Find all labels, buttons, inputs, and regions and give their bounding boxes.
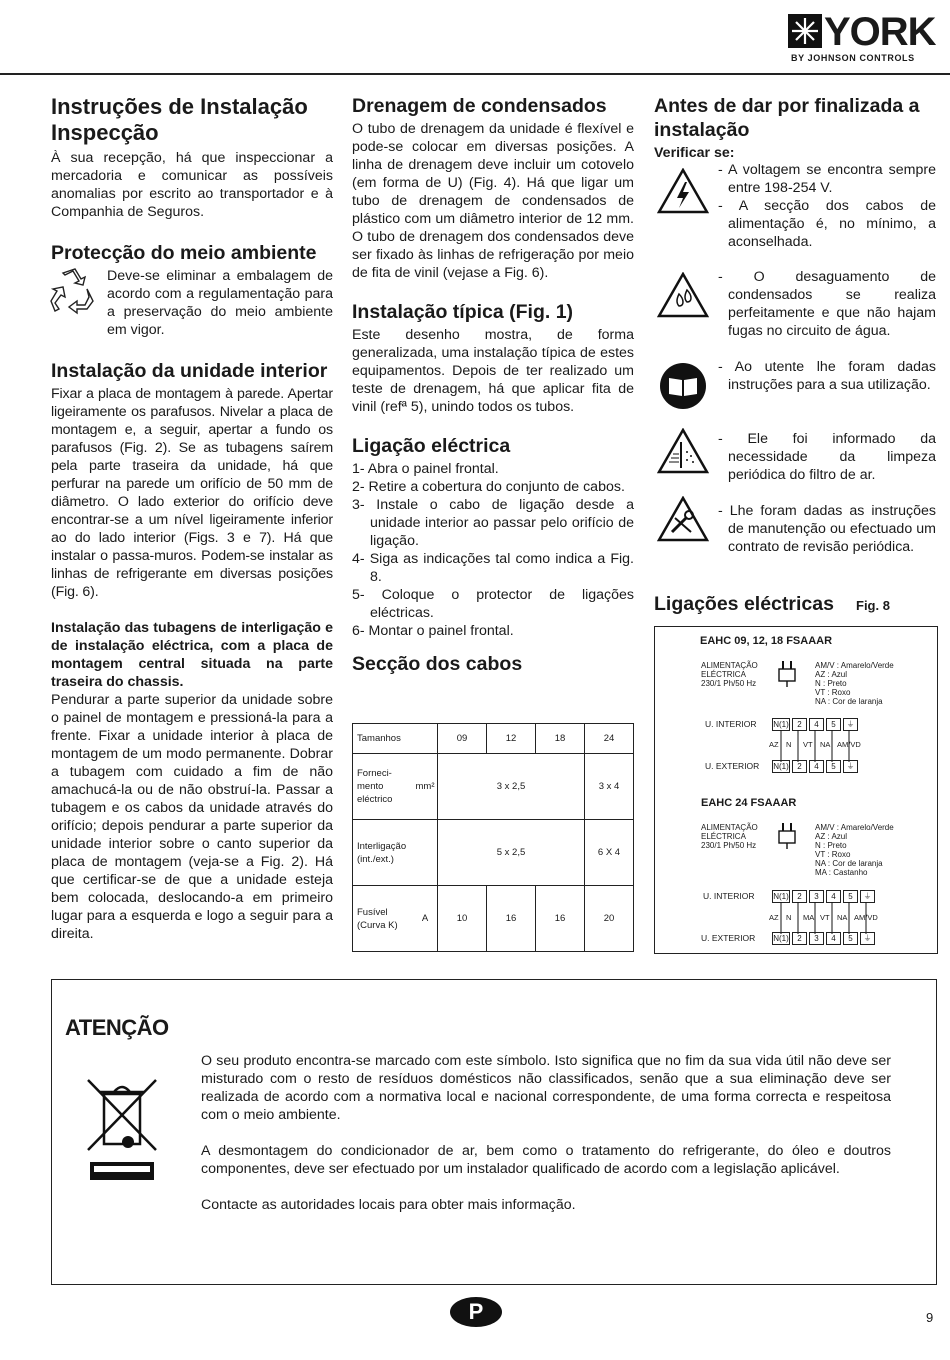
filter-warning-icon [657,428,709,474]
wiring-legend-2: AM/V : Amarelo/Verde AZ : Azul N : Preto VT : Roxo NA : Cor de laranja MA : Castanho [815,823,894,877]
typical-text: Este desenho mostra, de forma generalizada, uma instalação típica de estes equipamentos. Depois de ter realizado um teste de drenagem, há que aplicar fita de vinil (refª 5), unindo todos os tubos. [352,327,634,415]
wiring-heading: Ligações eléctricas [654,593,834,615]
table-cell: 16 [536,886,585,952]
wire-label: MA [803,913,815,922]
table-header-cell: 18 [536,724,585,754]
terminal-box: ⏚ [843,718,858,731]
list-item: 4- Siga as indicações tal como indica a Fig. 8. [352,551,634,585]
list-item: - Ao utente lhe foram dadas instruções para a sua utilização. [718,359,936,393]
wiring-diagram [654,626,938,954]
wire-label: N [786,913,792,922]
attention-heading: ATENÇÃO [65,1015,169,1040]
drain-text: O tubo de drenagem da unidade é flexível e pode-se colocar em diversas posições. A linha de drenagem deve incluir um cotovelo (em forma de U) (Fig. 4). Há que ligar um tubo de drenagem de condensados de plástico com um diâmetro interior de 12 mm. O tubo de drenagem dos condensados deve ser fixado às linhas de refrigeração por meio de fita de vinil (vejase a Fig. 6). [352,121,634,281]
wiring-outdoor-1: U. EXTERIOR [705,761,760,771]
typical-heading: Instalação típica (Fig. 1) [352,301,574,323]
table-header-sizes: Tamanhos [353,724,438,754]
inspection-heading: Inspecção [51,120,159,145]
wiring-supply-1: ALIMENTAÇÃO ELÉCTRICA 230/1 Ph/50 Hz [701,661,758,688]
wire-label: NA [820,740,831,749]
electrical-heading: Ligação eléctrica [352,435,511,457]
terminal-row [772,932,877,945]
wire-label: AM/VD [837,740,861,749]
list-item: 3- Instale o cabo de ligação desde a unidade interior ao passar pelo orifício de ligação. [352,497,634,549]
list-item: 5- Coloque o protector de ligações eléctricas. [352,587,634,621]
column-left [51,94,333,943]
terminal-box: 4 [826,890,841,903]
wire-label: VT [803,740,813,749]
piping-bold-text: Instalação das tubagens de interligação e de instalação eléctrica, com a placa de montagem central situada na parte traseira do chassis. [51,620,333,690]
terminal-box: N(1) [773,892,789,901]
drain-heading: Drenagem de condensados [352,95,607,117]
terminal-row [772,760,860,773]
final-check-heading: Antes de dar por finalizada a instalação [654,95,920,141]
wiring-indoor-1: U. INTERIOR [705,719,757,729]
table-header-cell: 24 [585,724,634,754]
brand-logo [788,10,938,66]
environment-heading: Protecção do meio ambiente [51,242,317,264]
table-unit: mm² [413,754,438,820]
electric-warning-icon [657,168,709,214]
wire-label: NA [837,913,848,922]
wire-label: AZ [769,913,779,922]
list-item: - A secção dos cabos de alimentação é, no mínimo, a aconselhada. [718,198,936,250]
wire-label: VT [820,913,830,922]
terminal-box: N(1) [773,762,789,771]
column-middle [352,94,634,676]
list-item: - A voltagem se encontra sempre entre 198-254 V. [718,162,936,196]
list-item: - Lhe foram dadas as instruções de manutenção ou efectuado um contrato de revisão periódica. [718,503,936,555]
wire-labels [769,740,861,749]
terminal-box: 5 [843,890,858,903]
wiring-model-2: EAHC 24 FSAAAR [701,797,797,809]
table-cell: 20 [585,886,634,952]
wiring-supply-2: ALIMENTAÇÃO ELÉCTRICA 230/1 Ph/50 Hz [701,823,758,850]
cable-section-table [352,723,634,952]
attention-paragraph-2: A desmontagem do condicionador de ar, bem como o tratamento do refrigerante, do óleo e doutros componentes, deve ser efectuado por um instalador qualificado de acordo com a legislação aplicável. [201,1143,891,1177]
water-warning-icon [657,272,709,318]
list-item: - O desaguamento de condensados se realiza perfeitamente e que não hajam fugas no circuito de água. [718,269,936,339]
attention-body [201,1052,891,1214]
environment-text: Deve-se eliminar a embalagem de acordo com a regulamentação para a preservação do meio ambiente em vigor. [107,268,333,338]
list-item: 1- Abra o painel frontal. [352,461,499,477]
wiring-model-1: EAHC 09, 12, 18 FSAAAR [700,635,833,647]
table-row-label: Forneci- mento eléctrico [353,754,414,820]
wiring-legend-1: AM/V : Amarelo/Verde AZ : Azul N : Preto VT : Roxo NA : Cor de laranja [815,661,894,706]
indoor-heading: Instalação da unidade interior [51,360,328,382]
plug-icon [777,823,797,849]
page-title: Instruções de Instalação [51,94,308,119]
recycle-icon [47,267,97,317]
list-item: 6- Montar o painel frontal. [352,623,514,639]
brand-name: YORK [824,10,936,54]
weee-bin-icon [86,1076,158,1184]
plug-icon [777,661,797,687]
table-row-label: Fusível (Curva K) [353,886,414,952]
table-unit: A [413,886,438,952]
wiring-indoor-2: U. INTERIOR [703,891,755,901]
brand-subtitle: BY JOHNSON CONTROLS [791,53,915,63]
terminal-box: N(1) [773,720,789,729]
terminal-box: 5 [826,718,841,731]
terminal-box: 4 [809,718,824,731]
terminal-box: 3 [809,932,824,945]
check-item-drain [718,268,936,340]
list-item: - Ele foi informado da necessidade da limpeza periódica do filtro de ar. [718,431,936,483]
table-cell: 10 [438,886,487,952]
wire-labels [769,913,878,922]
page-number: 9 [926,1310,934,1325]
wire-label: N [786,740,792,749]
table-cell: 3 x 4 [585,754,634,820]
column-right [654,94,936,162]
wire-label: AZ [769,740,779,749]
table-header-cell: 12 [487,724,536,754]
terminal-box: 2 [792,760,807,773]
terminal-box: N(1) [773,934,789,943]
manual-book-icon [659,362,707,410]
electrical-steps [352,460,634,640]
piping-text: Pendurar a parte superior da unidade sobre o painel de montagem e pressioná-la para a frente. Fixar a unidade interior à placa de montagem de um modo permanente. Dobrar a tubagem com cuidado a fim de não amachucá-la ou de não obstruí-la. Passar a tubagem e os cabos da unidade através do orifício; depois pendurar a parte superior da unidade interior sobre o canto superior da placa de montagem (veja-se a Fig. 2). Há que certificar-se de que a unidade esteja bem colocada, deslocando-a em primeiro lugar para a esquerda e logo a seguir para a direita. [51,692,333,942]
maintenance-wrench-icon [657,496,709,542]
indoor-text: Fixar a placa de montagem à parede. Apertar ligeiramente os parafusos. Nivelar a placa de montagem e, a seguir, apertar a fundo os parafusos (Fig. 2). Se as tubagens saírem pela parte traseira da unidade, há que perfurar na parede um orifício de 50 mm de diâmetro. O lado exterior do orifício deve encontrar-se a um nível ligeiramente inferior ao do lado interior (Figs. 3 e 7). Há que instalar o passa-muros. Podem-se instalar as linhas de refrigerante em diversas posições (Fig. 6). [51,386,333,600]
check-item-filter [718,430,936,484]
terminal-box: 2 [792,890,807,903]
header-rule [0,73,950,75]
table-header-cell: 09 [438,724,487,754]
terminal-box: 4 [809,760,824,773]
attention-paragraph-1: O seu produto encontra-se marcado com este símbolo. Isto significa que no fim da sua vida útil não deve ser misturado com o resto de resíduos domésticos não classificados, senão que a sua eliminação deve ser realizada de acordo com a normativa local e nacional correspondente, de uma forma correcta e respeitosa com o meio ambiente. [201,1053,891,1123]
check-item-maintenance [718,502,936,556]
language-badge: P [450,1297,502,1327]
table-cell: 5 x 2,5 [438,820,585,886]
wire-label: AM/VD [854,913,878,922]
table-cell: 3 x 2,5 [438,754,585,820]
check-item-instructions [718,358,936,394]
attention-box [51,979,937,1285]
terminal-box: 2 [792,718,807,731]
terminal-box: 5 [843,932,858,945]
environment-block [51,267,333,339]
terminal-box: ⏚ [860,932,875,945]
list-item: 2- Retire a cobertura do conjunto de cabos. [352,479,625,495]
terminal-box: 3 [809,890,824,903]
cables-heading: Secção dos cabos [352,653,523,675]
table-cell: 6 X 4 [585,820,634,886]
terminal-box: 4 [826,932,841,945]
wiring-outdoor-2: U. EXTERIOR [701,933,756,943]
table-cell: 16 [487,886,536,952]
check-item-voltage [718,161,936,251]
terminal-box: 5 [826,760,841,773]
terminal-box: ⏚ [860,890,875,903]
terminal-box: 2 [792,932,807,945]
snowflake-icon [788,14,822,48]
verify-label: Verificar se: [654,145,735,161]
inspection-text: À sua recepção, há que inspeccionar a mercadoria e comunicar as possíveis anomalias por escrito ao transportador e à Companhia de Seguros. [51,150,333,220]
figure-label: Fig. 8 [856,598,890,613]
table-row-label: Interligação (int./ext.) [353,820,438,886]
attention-paragraph-3: Contacte as autoridades locais para obter mais informação. [201,1197,576,1213]
terminal-box: ⏚ [843,760,858,773]
